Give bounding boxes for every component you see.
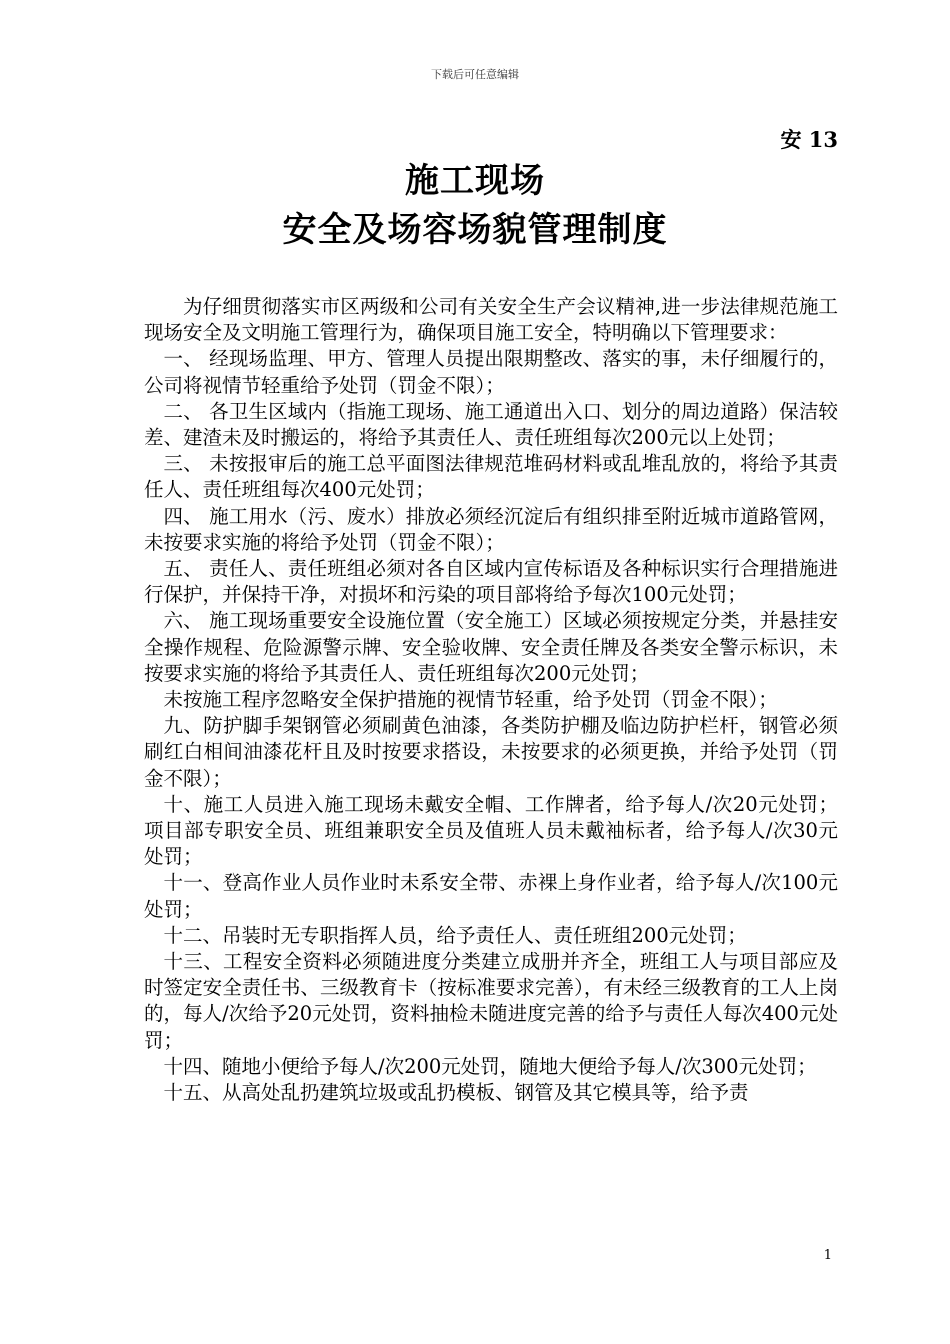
intro-paragraph: 为仔细贯彻落实市区两级和公司有关安全生产会议精神,进一步法律规范施工现场安全及文明施工管理行为，确保项目施工安全，特明确以下管理要求： — [144, 295, 838, 345]
rule-item-6: 六、 施工现场重要安全设施位置（安全施工）区域必须按规定分类，并悬挂安全操作规程、危险源警示牌、安全验收牌、安全责任牌及各类安全警示标识，未按要求实施的将给予其责任人、责任班组每次200元处罚； — [144, 609, 838, 685]
rule-item-11: 十一、登高作业人员作业时未系安全带、赤裸上身作业者，给予每人/次100元处罚； — [144, 871, 838, 921]
rule-item-14: 十四、随地小便给予每人/次200元处罚，随地大便给予每人/次300元处罚； — [163, 1054, 817, 1078]
rule-item-4: 四、 施工用水（污、废水）排放必须经沉淀后有组织排至附近城市道路管网，未按要求实施的将给予处罚（罚金不限）； — [144, 504, 838, 554]
rule-item-9: 九、防护脚手架钢管必须刷黄色油漆，各类防护棚及临边防护栏杆，钢管必须刷红白相间油漆花杆且及时按要求搭设，未按要求的必须更换，并给予处罚（罚金不限）； — [144, 714, 838, 790]
document-code: 安 13 — [780, 127, 838, 152]
rule-item-unnumbered: 未按施工程序忽略安全保护措施的视情节轻重，给予处罚（罚金不限）； — [163, 688, 778, 712]
header-note: 下载后可任意编辑 — [431, 68, 519, 81]
document-title-line-1: 施工现场 — [405, 161, 545, 201]
document-body — [144, 294, 838, 1106]
rule-item-12: 十二、吊装时无专职指挥人员，给予责任人、责任班组200元处罚； — [163, 923, 747, 947]
page-number: 1 — [823, 1248, 832, 1263]
rule-item-10: 十、施工人员进入施工现场未戴安全帽、工作牌者，给予每人/次20元处罚；项目部专职安全员、班组兼职安全员及值班人员未戴袖标者，给予每人/次30元处罚； — [144, 792, 838, 869]
rule-item-5: 五、 责任人、责任班组必须对各自区域内宣传标语及各种标识实行合理措施进行保护，并保持干净，对损坏和污染的项目部将给予每次100元处罚； — [144, 557, 838, 607]
document-title-line-2: 安全及场容场貌管理制度 — [282, 210, 668, 250]
rule-item-13: 十三、工程安全资料必须随进度分类建立成册并齐全，班组工人与项目部应及时签定安全责任书、三级教育卡（按标准要求完善），有未经三级教育的工人上岗的，每人/次给予20元处罚，资料抽检未随进度完善的给予与责任人每次400元处罚； — [144, 950, 838, 1052]
rule-item-3: 三、 未按报审后的施工总平面图法律规范堆码材料或乱堆乱放的，将给予其责任人、责任班组每次400元处罚； — [144, 452, 838, 502]
rule-item-1: 一、 经现场监理、甲方、管理人员提出限期整改、落实的事，未仔细履行的，公司将视情节轻重给予处罚（罚金不限）； — [144, 347, 838, 397]
rule-item-2: 二、 各卫生区域内（指施工现场、施工通道出入口、划分的周边道路）保洁较差、建渣未及时搬运的，将给予其责任人、责任班组每次200元以上处罚； — [144, 399, 838, 450]
rule-item-15: 十五、从高处乱扔建筑垃圾或乱扔模板、钢管及其它模具等，给予责 — [163, 1081, 749, 1105]
